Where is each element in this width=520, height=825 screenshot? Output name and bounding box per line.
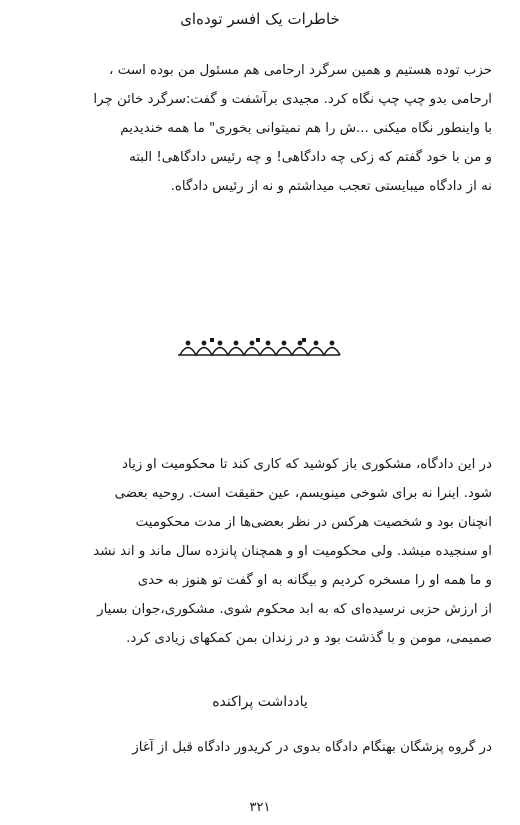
paragraph-line: و ما همه او را مسخره کردیم و بیگانه به او گفت تو هنوز به حدی	[137, 573, 492, 588]
paragraph-2	[30, 450, 492, 653]
page-number: ۳۲۱	[249, 800, 271, 815]
paragraph-line: در گروه پزشگان بهنگام دادگاه بدوی در کریدور دادگاه قبل از آغاز	[132, 740, 492, 755]
paragraph-3	[30, 733, 492, 762]
paragraph-line: او سنجیده میشد. ولی محکومیت او و همچنان پانزده سال ماند و اند نشد	[93, 544, 492, 559]
section-heading: یادداشت پراکنده	[212, 694, 308, 710]
paragraph-line: و من با خود گفتم که زکی چه دادگاهی! و چه رئیس دادگاهی! البته	[129, 150, 492, 165]
paragraph-line: نه از دادگاه میبایستی تعجب میداشتم و نه از رئیس دادگاه.	[170, 179, 492, 194]
paragraph-line: از ارزش حزبی نرسیده‌ای که به ابد محکوم شوی. مشکوری،جوان بسیار	[97, 602, 492, 617]
paragraph-line: شود. اینرا نه برای شوخی مینویسم، عین حقیقت است. روحیه بعضی	[114, 486, 492, 501]
paragraph-1	[30, 56, 492, 201]
paragraph-line: انچنان بود و شخصیت هرکس در نظر بعضی‌ها از مدت محکومیت	[135, 515, 492, 530]
paragraph-line: حزب توده هستیم و همین سرگرد ارحامی هم مسئول من بوده است ،	[109, 63, 492, 78]
running-head: خاطرات یک افسر توده‌ای	[180, 10, 340, 28]
paragraph-line: با واینطور نگاه میکنی ...ش را هم نمیتوانی بخوری" ما همه خندیدیم	[120, 121, 492, 136]
paragraph-line: صمیمی، مومن و با گذشت بود و در زندان بمن کمکهای زیادی کرد.	[126, 631, 492, 646]
paragraph-line: در این دادگاه، مشکوری باز کوشید که کاری کند تا محکومیت او زیاد	[122, 457, 492, 472]
paragraph-line: ارحامی بدو چپ چپ نگاه کرد. مجیدی برآشفت و گفت:سرگرد خائن چرا	[93, 92, 492, 107]
ornament-divider-icon	[176, 336, 342, 358]
